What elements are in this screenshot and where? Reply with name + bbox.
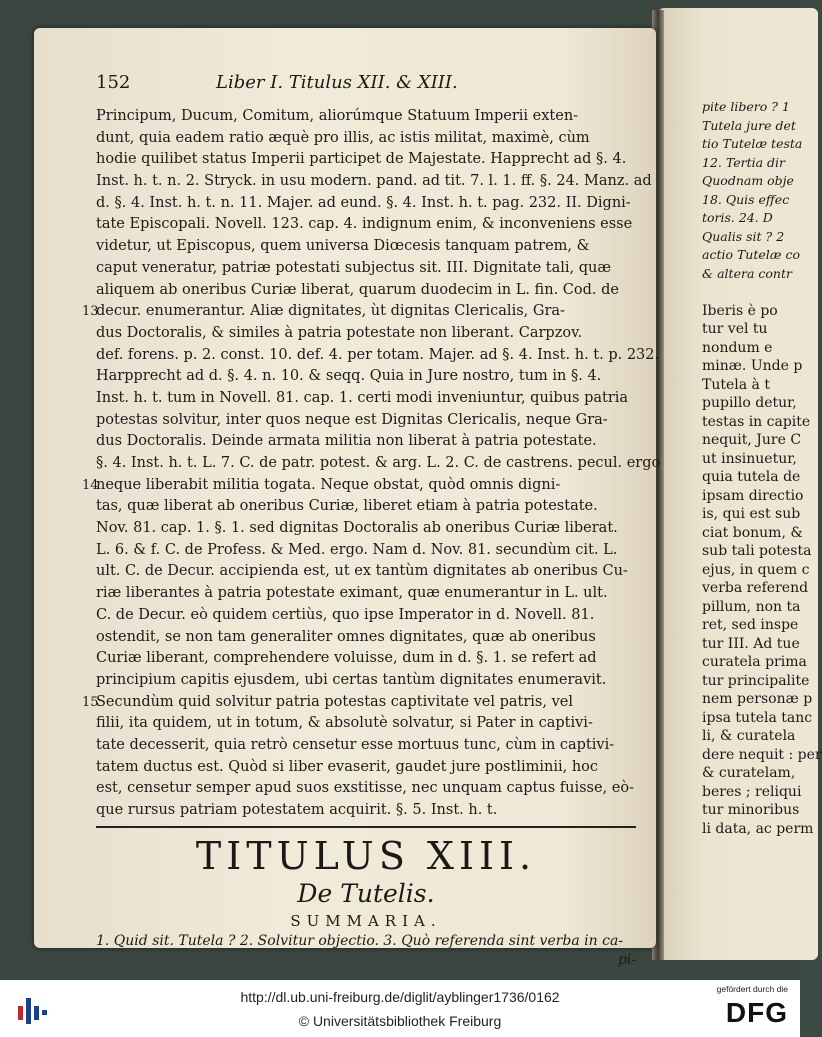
text-line-content: Nov. 81. cap. 1. §. 1. sed dignitas Doctoralis ab oneribus Curiæ liberat. <box>96 520 618 537</box>
right-text-line: ut insinuetur, <box>702 450 797 467</box>
text-line <box>96 627 641 649</box>
text-line <box>96 540 641 562</box>
summaria-heading: SUMMARIA. <box>290 911 442 930</box>
text-line-content: dunt, quia eadem ratio æquè pro illis, ac istis militat, maximè, cùm <box>96 129 590 146</box>
text-line <box>96 800 641 822</box>
right-text-line: nequit, Jure C <box>702 432 802 448</box>
left-page-text <box>82 72 661 970</box>
text-line <box>96 106 641 128</box>
right-text-line: beres ; reliqui <box>702 783 802 800</box>
text-line <box>96 236 641 258</box>
running-title: Liber I. Titulus XII. & XIII. <box>216 72 458 93</box>
text-line-content: Inst. h. t. tum in Novell. 81. cap. 1. certi modi inveniuntur, quibus patria <box>96 389 629 406</box>
text-line-content: def. forens. p. 2. const. 10. def. 4. per totam. Majer. ad §. 4. Inst. h. t. p. 232. <box>96 346 660 363</box>
right-text-line: tur principalite <box>702 672 810 689</box>
right-text-line: li, & curatela <box>702 728 796 744</box>
text-line-content: Curiæ liberant, comprehendere voluisse, dum in d. §. 1. se refert ad <box>96 650 597 667</box>
page-number: 152 <box>96 72 131 93</box>
text-line <box>96 583 641 605</box>
text-line <box>96 149 641 171</box>
funding-note: gefördert durch die <box>716 984 788 994</box>
section-subtitle: De Tutelis. <box>297 878 435 908</box>
text-line <box>96 193 641 215</box>
text-line <box>96 171 652 193</box>
right-text-line: Iberis è po <box>702 302 778 319</box>
right-text-line: pupillo detur, <box>702 395 797 411</box>
text-line-content: Secundùm quid solvitur patria potestas captivitate vel patris, vel <box>96 693 573 710</box>
right-text-line: ipsa tutela tanc <box>702 709 813 726</box>
text-line <box>96 778 641 800</box>
right-text-line: Quodnam obje <box>702 173 794 188</box>
text-line <box>82 475 641 497</box>
text-line-content: Principum, Ducum, Comitum, aliorúmque Statuum Imperii exten- <box>96 108 579 124</box>
right-text-line: tur vel tu <box>702 321 768 337</box>
text-line-content: decur. enumerantur. Aliæ dignitates, ùt dignitas Clericalis, Gra- <box>96 303 565 320</box>
text-line <box>96 757 641 779</box>
text-line-content: L. 6. & f. C. de Profess. & Med. ergo. Nam d. Nov. 81. secundùm cit. L. <box>96 541 618 558</box>
right-text-line: curatela prima <box>702 654 807 670</box>
right-text-line: nem personæ p <box>702 691 813 707</box>
text-line-content: tate Episcopali. Novell. 123. cap. 4. indignum enim, & inconveniens esse <box>96 216 633 233</box>
right-text-line: toris. 24. D <box>702 210 773 225</box>
text-line-content: dus Doctoralis. Deinde armata militia non liberat à patria potestate. <box>96 433 597 450</box>
right-text-line: & curatelam, <box>702 765 796 781</box>
right-text-line: minæ. Unde p <box>702 358 803 374</box>
dfg-logo: DFG <box>725 997 788 1028</box>
text-line <box>96 735 641 757</box>
text-line-content: ostendit, se non tam generaliter omnes dignitates, quæ ab oneribus <box>96 628 596 645</box>
right-text-line: tur III. Ad tue <box>702 635 800 652</box>
text-line <box>96 648 641 670</box>
text-line <box>96 670 641 692</box>
right-text-line: li data, ac perm <box>702 820 814 837</box>
right-text-line: ciat bonum, & <box>702 524 803 541</box>
right-text-line <box>702 283 822 302</box>
right-text-line: pite libero ? 1 <box>702 99 790 114</box>
right-text-line: dere nequit : per <box>702 746 822 763</box>
right-text-line: tio Tutelæ testa <box>702 136 803 151</box>
text-line-content: videtur, ut Episcopus, quem universa Diœcesis tanquam patrem, & <box>96 238 590 255</box>
text-line-content: C. de Decur. eò quidem certiùs, quo ipse Imperator in d. Novell. 81. <box>96 606 595 623</box>
body-text <box>82 106 661 822</box>
right-text-line: Tutela à t <box>702 376 770 393</box>
right-text-line: 12. Tertia dir <box>702 154 786 170</box>
copyright-notice: © Universitätsbibliothek Freiburg <box>298 1013 502 1029</box>
text-line-content: §. 4. Inst. h. t. L. 7. C. de patr. potest. & arg. L. 2. C. de castrens. pecul. ergo <box>96 455 661 471</box>
text-line-content: tatem ductus est. Quòd si liber evaserit, gaudet jure postliminii, hoc <box>96 758 599 775</box>
text-line-content: aliquem ab oneribus Curiæ liberat, quarum duodecim in L. fin. Cod. de <box>96 281 619 298</box>
text-line-content: tate decesserit, quia retrò censetur esse mortuus tunc, cùm in captivi- <box>96 736 615 753</box>
right-text-line: testas in capite <box>702 413 811 430</box>
right-text-line: ipsam directio <box>702 487 804 504</box>
summary-item: 1. Quid sit. Tutela ? 2. Solvitur objectio. 3. Quò referenda sint verba in ca- <box>96 932 624 949</box>
text-line-content: Harpprecht ad d. §. 4. n. 10. & seqq. Quia in Jure nostro, tum in §. 4. <box>96 368 602 385</box>
margin-number: 13 <box>82 304 99 320</box>
text-line-content: dus Doctoralis, & similes à patria potestate non liberant. Carpzov. <box>96 324 583 341</box>
text-line <box>96 280 641 302</box>
right-text-line: sub tali potesta <box>702 543 812 559</box>
viewer-footer <box>0 980 800 1037</box>
text-line-content: ult. C. de Decur. accipienda est, ut ex tantùm dignitates ab oneribus Cu- <box>96 563 628 580</box>
document-url-link[interactable]: http://dl.ub.uni-freiburg.de/diglit/ayblinger1736/0162 <box>240 989 560 1005</box>
text-line <box>96 323 641 345</box>
text-line <box>96 431 641 453</box>
text-line-content: principium capitis ejusdem, ubi certas tantùm dignitates enumeravit. <box>96 671 607 688</box>
text-line-content: riæ liberantes à patria potestate eximant, quæ enumerantur in L. ult. <box>96 585 608 602</box>
text-line <box>96 128 641 150</box>
right-text-line: pillum, non ta <box>702 598 801 615</box>
right-text-line: verba referend <box>702 580 809 596</box>
right-text-line: & altera contr <box>702 265 792 281</box>
section-title: TITULUS XIII. <box>195 833 537 878</box>
right-text-line: Tutela jure det <box>702 117 796 133</box>
right-text-line: is, qui est sub <box>702 506 801 522</box>
text-line <box>96 561 641 583</box>
text-line <box>96 496 641 518</box>
right-text-line: tur minoribus <box>702 802 800 818</box>
text-line-content: tas, quæ liberat ab oneribus Curiæ, liberet etiam à patria potestate. <box>96 498 598 515</box>
text-line <box>96 214 641 236</box>
right-text-line: ret, sed inspe <box>702 617 799 633</box>
summary-item: pi- <box>617 951 636 968</box>
text-line <box>96 388 641 410</box>
text-line <box>96 605 641 627</box>
text-line-content: d. §. 4. Inst. h. t. n. 11. Majer. ad eund. §. 4. Inst. h. t. pag. 232. II. Digni- <box>96 194 631 211</box>
text-line <box>96 518 641 540</box>
text-line-content: filii, ita quidem, ut in totum, & absolutè solvatur, si Pater in captivi- <box>96 715 593 732</box>
section-rule <box>96 826 636 828</box>
right-text-line: 18. Quis effec <box>702 191 790 207</box>
text-line-content: est, censetur semper apud suos exstitisse, nec unquam captus fuisse, eò- <box>96 780 634 797</box>
right-text-line: actio Tutelæ co <box>702 247 801 262</box>
running-header <box>96 72 641 106</box>
text-line-content: hodie quilibet status Imperii participet de Majestate. Happrecht ad §. 4. <box>96 151 627 168</box>
text-line-content: Inst. h. t. n. 2. Stryck. in usu modern. pand. ad tit. 7. l. 1. ff. §. 24. Manz. ad <box>96 173 652 190</box>
text-line-content: potestas solvitur, inter quos neque est Dignitas Clericalis, neque Gra- <box>96 411 608 428</box>
right-text-line: nondum e <box>702 339 773 356</box>
text-line <box>96 713 641 735</box>
text-line <box>96 345 660 367</box>
text-line <box>96 410 641 432</box>
margin-number: 14 <box>82 477 99 493</box>
right-text-line: ejus, in quem c <box>702 561 810 578</box>
text-line <box>82 692 641 714</box>
right-text-line: quia tutela de <box>702 469 801 485</box>
text-line-content: que rursus patriam potestatem acquirit. §. 5. Inst. h. t. <box>96 802 498 818</box>
text-line <box>82 301 641 323</box>
text-line-content: neque liberabit militia togata. Neque obstat, quòd omnis digni- <box>96 476 561 493</box>
right-page-text <box>702 98 822 838</box>
right-text-line: Qualis sit ? 2 <box>702 228 785 244</box>
margin-number: 15 <box>82 694 99 710</box>
text-line <box>96 258 641 280</box>
text-line <box>96 366 641 388</box>
text-line <box>96 453 661 475</box>
text-line-content: caput veneratur, patriæ potestati subjectus sit. III. Dignitate tali, quæ <box>96 259 612 276</box>
